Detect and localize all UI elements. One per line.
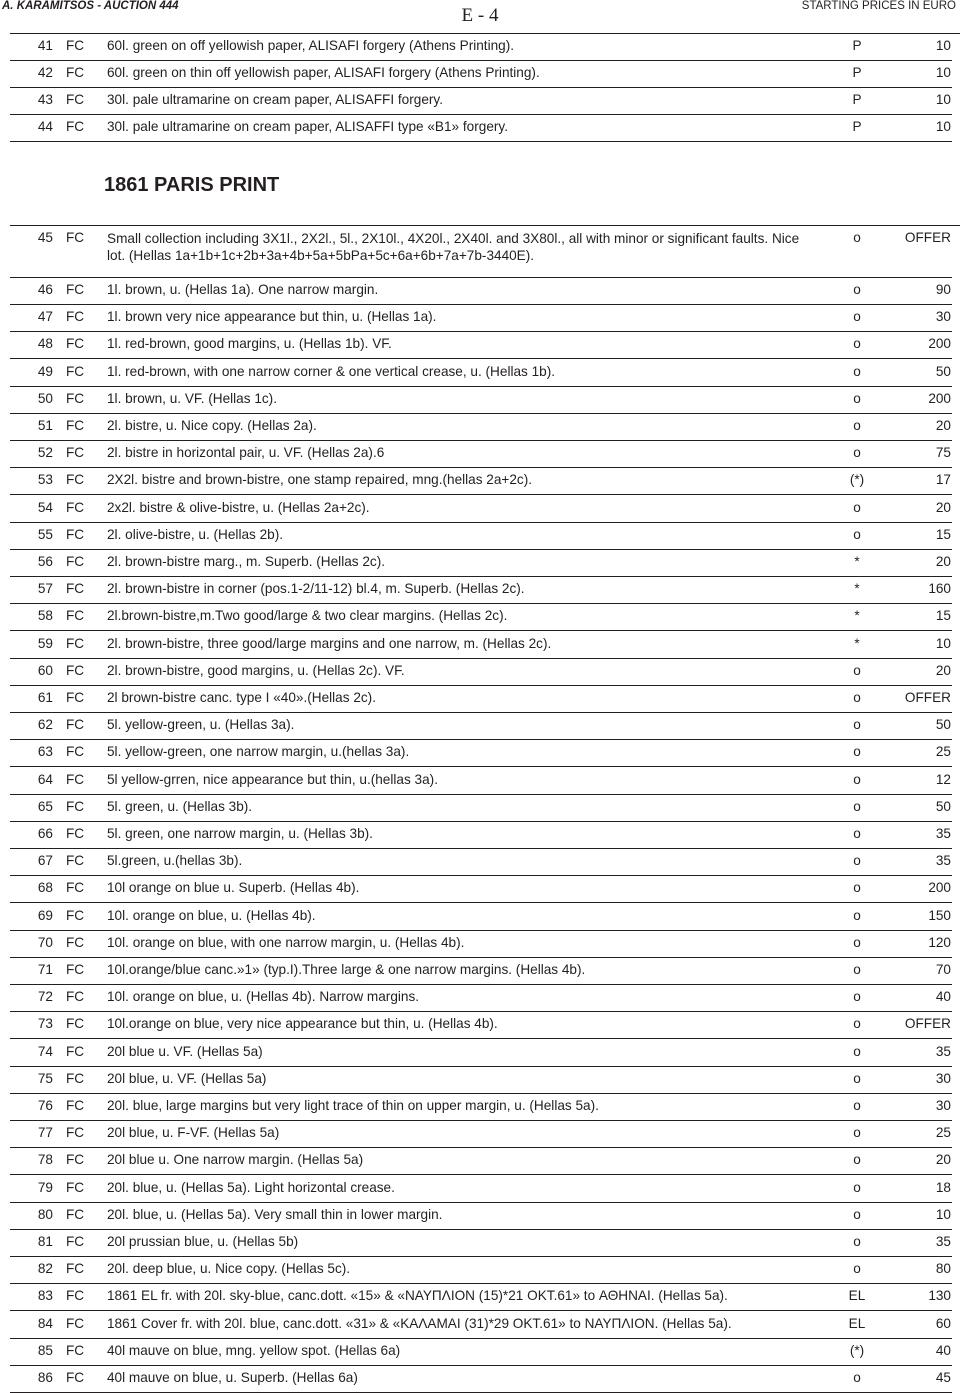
lot-description: 2l. bistre, u. Nice copy. (Hellas 2a). — [107, 418, 317, 433]
lot-description: 20l blue u. One narrow margin. (Hellas 5a) — [107, 1152, 364, 1168]
lot-condition: (*) — [849, 1342, 865, 1358]
lot-type: FC — [66, 635, 85, 651]
lot-row — [0, 496, 960, 523]
lot-type: FC — [66, 499, 85, 515]
lot-number: 77 — [37, 1125, 53, 1141]
lot-price: 75 — [935, 445, 951, 461]
lot-number: 50 — [37, 390, 53, 406]
lot-row — [0, 523, 960, 550]
lot-description: 20l prussian blue, u. (Hellas 5b) — [107, 1234, 299, 1249]
lot-type: FC — [66, 1288, 85, 1304]
lot-number: 78 — [37, 1152, 53, 1168]
lot-type: FC — [66, 1043, 85, 1059]
lot-number: 58 — [37, 608, 53, 624]
lot-price: 20 — [935, 418, 951, 433]
lot-number: 44 — [37, 119, 53, 134]
lot-number: 65 — [37, 798, 53, 814]
lot-condition: * — [854, 554, 860, 569]
lot-price: 200 — [928, 336, 951, 352]
lot-row — [0, 468, 960, 495]
lot-row — [0, 414, 960, 441]
lot-description: 10l orange on blue u. Superb. (Hellas 4b). — [107, 880, 360, 896]
lot-row — [0, 387, 960, 414]
lot-row — [0, 1121, 960, 1148]
lot-condition: o — [853, 336, 861, 352]
lot-number: 76 — [37, 1098, 53, 1113]
lot-condition: * — [854, 581, 860, 597]
lot-price: 20 — [935, 662, 951, 678]
lot-number: 81 — [37, 1234, 53, 1249]
lot-price: 90 — [935, 282, 951, 297]
lot-row — [0, 1366, 960, 1393]
lot-condition: o — [853, 363, 861, 379]
lot-price: 40 — [935, 989, 951, 1005]
lot-type: FC — [66, 907, 85, 923]
lot-condition: o — [853, 853, 861, 869]
lot-condition: o — [853, 390, 861, 406]
lot-price: 17 — [935, 472, 951, 488]
lot-row — [0, 1339, 960, 1366]
lot-number: 66 — [37, 826, 53, 841]
lot-price: 70 — [935, 962, 951, 977]
lot-price: 200 — [928, 880, 951, 896]
lot-price: 30 — [935, 1098, 951, 1113]
lot-row — [0, 822, 960, 849]
lot-number: 43 — [37, 92, 53, 107]
row-divider — [10, 141, 952, 142]
lot-number: 42 — [37, 65, 53, 80]
lot-row — [0, 713, 960, 740]
lot-type: FC — [66, 1370, 85, 1385]
lot-type: FC — [66, 608, 85, 624]
lot-description: 10l.orange on blue, very nice appearance but thin, u. (Hellas 4b). — [107, 1016, 498, 1032]
lot-row — [0, 1312, 960, 1339]
lot-number: 73 — [37, 1016, 53, 1032]
lot-type: FC — [66, 581, 85, 597]
lot-description: 20l blue, u. VF. (Hellas 5a) — [107, 1070, 267, 1086]
lot-condition: o — [853, 418, 861, 433]
lot-description: 30l. pale ultramarine on cream paper, ALISAFFI type «B1» forgery. — [107, 119, 508, 134]
lot-condition: o — [853, 690, 861, 705]
lot-type: FC — [66, 472, 85, 488]
lot-type: FC — [66, 1261, 85, 1277]
lot-description: 10l. orange on blue, u. (Hellas 4b). Narrow margins. — [107, 989, 420, 1005]
lot-description: 20l blue u. VF. (Hellas 5a) — [107, 1043, 263, 1059]
lot-type: FC — [66, 690, 85, 705]
lot-row — [0, 226, 960, 278]
lot-type: FC — [66, 826, 85, 841]
lot-condition: o — [853, 717, 861, 733]
lot-number: 82 — [37, 1261, 53, 1277]
lot-condition: o — [853, 309, 861, 325]
lot-price: 60 — [935, 1315, 951, 1331]
lot-description: 60l. green on thin off yellowish paper, ALISAFI forgery (Athens Printing). — [107, 65, 540, 80]
lot-condition: P — [852, 119, 862, 134]
lot-description: 2l.brown-bistre,m.Two good/large & two clear margins. (Hellas 2c). — [107, 608, 508, 624]
lot-number: 64 — [37, 771, 53, 787]
lot-description: 40l mauve on blue, u. Superb. (Hellas 6a) — [107, 1370, 358, 1385]
lot-row — [0, 34, 960, 61]
lot-condition: o — [853, 880, 861, 896]
lot-price: 20 — [935, 1152, 951, 1168]
lot-price: 10 — [935, 635, 951, 651]
lot-type: FC — [66, 1342, 85, 1358]
lot-description: 40l mauve on blue, mng. yellow spot. (Hellas 6a) — [107, 1342, 401, 1358]
section-title: 1861 PARIS PRINT — [104, 174, 280, 196]
lot-row — [0, 305, 960, 332]
lot-type: FC — [66, 65, 85, 80]
lot-type: FC — [66, 717, 85, 733]
lot-number: 63 — [37, 744, 53, 760]
lot-condition: o — [853, 989, 861, 1005]
lot-description: 5l yellow-grren, nice appearance but thin, u.(hellas 3a). — [107, 771, 438, 787]
lot-type: FC — [66, 119, 85, 134]
lot-description: 20l. deep blue, u. Nice copy. (Hellas 5c). — [107, 1261, 351, 1277]
lot-number: 67 — [37, 853, 53, 869]
lot-description: 30l. pale ultramarine on cream paper, ALISAFFI forgery. — [107, 92, 443, 107]
lot-description: 5l. green, u. (Hellas 3b). — [107, 798, 253, 814]
lot-description: 2l. brown-bistre, three good/large margins and one narrow, m. (Hellas 2c). — [107, 635, 552, 651]
lot-number: 59 — [37, 635, 53, 651]
lot-price: 130 — [928, 1288, 951, 1304]
lot-condition: o — [853, 826, 861, 841]
lot-type: FC — [66, 526, 85, 542]
lot-row — [0, 61, 960, 88]
catalogue-header-right: STARTING PRICES IN EURO — [801, 0, 956, 12]
lot-price: 40 — [935, 1342, 951, 1358]
lot-row — [0, 876, 960, 903]
lot-price: 35 — [935, 826, 951, 841]
lot-price: 10 — [935, 38, 951, 53]
lot-condition: o — [853, 499, 861, 515]
lot-type: FC — [66, 230, 85, 245]
lot-price: OFFER — [904, 230, 951, 245]
lot-row — [0, 632, 960, 659]
lot-number: 41 — [37, 38, 53, 53]
lot-type: FC — [66, 38, 85, 53]
lot-condition: o — [853, 1179, 861, 1195]
lot-condition: o — [853, 282, 861, 297]
lot-condition: o — [853, 934, 861, 950]
lot-description: 5l. green, one narrow margin, u. (Hellas 3b). — [107, 826, 373, 841]
lot-condition: o — [853, 1125, 861, 1141]
lot-condition: EL — [848, 1315, 866, 1331]
lot-number: 51 — [37, 418, 53, 433]
lot-row — [0, 604, 960, 631]
lot-number: 71 — [37, 962, 53, 977]
lot-row — [0, 686, 960, 713]
lot-number: 79 — [37, 1179, 53, 1195]
lot-description: 1l. red-brown, with one narrow corner & one vertical crease, u. (Hellas 1b). — [107, 363, 556, 379]
lot-row — [0, 904, 960, 931]
lot-condition: o — [853, 230, 861, 245]
lot-row — [0, 1040, 960, 1067]
lot-price: OFFER — [904, 690, 951, 705]
lot-price: 35 — [935, 1043, 951, 1059]
lot-description: 2l. brown-bistre, good margins, u. (Hellas 2c). VF. — [107, 662, 405, 678]
lot-number: 74 — [37, 1043, 53, 1059]
lot-type: FC — [66, 1234, 85, 1249]
lot-price: 30 — [935, 1070, 951, 1086]
lot-description: 1861 Cover fr. with 20l. blue, canc.dott. «31» & «ΚΑΛΑΜΑΙ (31)*29 ΟΚΤ.61» to ΝΑΥΠΛΙΟΝ. (Hellas 5a). — [107, 1315, 732, 1331]
lot-description: 20l. blue, u. (Hellas 5a). Light horizontal crease. — [107, 1179, 395, 1195]
lot-condition: o — [853, 1206, 861, 1222]
lot-price: 35 — [935, 1234, 951, 1249]
lot-row — [0, 332, 960, 359]
lot-number: 80 — [37, 1206, 53, 1222]
lot-type: FC — [66, 989, 85, 1005]
lot-condition: o — [853, 1098, 861, 1113]
lot-condition: o — [853, 445, 861, 461]
lot-type: FC — [66, 390, 85, 406]
lot-type: FC — [66, 92, 85, 107]
lot-row — [0, 659, 960, 686]
lot-condition: o — [853, 907, 861, 923]
lot-number: 86 — [37, 1370, 53, 1385]
lot-row — [0, 740, 960, 767]
lot-type: FC — [66, 1315, 85, 1331]
lot-type: FC — [66, 309, 85, 325]
lot-condition: P — [852, 65, 862, 80]
lot-price: 80 — [935, 1261, 951, 1277]
lot-condition: o — [853, 1152, 861, 1168]
lot-type: FC — [66, 798, 85, 814]
lot-type: FC — [66, 554, 85, 569]
lot-row — [0, 278, 960, 305]
lot-number: 68 — [37, 880, 53, 896]
lot-type: FC — [66, 934, 85, 950]
lot-price: 45 — [935, 1370, 951, 1385]
lot-type: FC — [66, 445, 85, 461]
lot-condition: o — [853, 1070, 861, 1086]
lot-price: 20 — [935, 554, 951, 569]
lot-description: 1l. brown very nice appearance but thin, u. (Hellas 1a). — [107, 309, 437, 325]
lot-number: 49 — [37, 363, 53, 379]
lot-type: FC — [66, 880, 85, 896]
lot-description: 2l. olive-bistre, u. (Hellas 2b). — [107, 526, 284, 542]
lot-number: 62 — [37, 717, 53, 733]
lot-type: FC — [66, 1152, 85, 1168]
lot-description: 1l. brown, u. VF. (Hellas 1c). — [107, 390, 277, 406]
lot-row — [0, 1257, 960, 1284]
lot-price: 10 — [935, 1206, 951, 1222]
lot-condition: o — [853, 1261, 861, 1277]
lot-description: 1l. brown, u. (Hellas 1a). One narrow margin. — [107, 282, 379, 297]
lot-condition: o — [853, 526, 861, 542]
lot-description: 2l. bistre in horizontal pair, u. VF. (Hellas 2a).6 — [107, 445, 385, 461]
lot-description: 5l. yellow-green, one narrow margin, u.(hellas 3a). — [107, 744, 410, 760]
lot-type: FC — [66, 1125, 85, 1141]
lot-row — [0, 1230, 960, 1257]
lot-condition: o — [853, 1370, 861, 1385]
lot-type: FC — [66, 1206, 85, 1222]
lot-description: 10l. orange on blue, u. (Hellas 4b). — [107, 907, 316, 923]
lot-condition: o — [853, 1043, 861, 1059]
lot-price: 10 — [935, 65, 951, 80]
lot-description: 10l. orange on blue, with one narrow margin, u. (Hellas 4b). — [107, 934, 465, 950]
lot-type: FC — [66, 1179, 85, 1195]
lot-price: 50 — [935, 798, 951, 814]
lot-type: FC — [66, 1016, 85, 1032]
lot-description: 5l. yellow-green, u. (Hellas 3a). — [107, 717, 295, 733]
lot-description: 2l brown-bistre canc. type I «40».(Hellas 2c). — [107, 690, 376, 705]
lot-price: 35 — [935, 853, 951, 869]
lot-number: 61 — [37, 690, 53, 705]
lot-type: FC — [66, 962, 85, 977]
lot-number: 75 — [37, 1070, 53, 1086]
lot-description: 1l. red-brown, good margins, u. (Hellas 1b). VF. — [107, 336, 392, 352]
lot-row — [0, 958, 960, 985]
lot-row — [0, 985, 960, 1012]
lot-price: 150 — [928, 907, 951, 923]
lot-type: FC — [66, 1070, 85, 1086]
lot-condition: o — [853, 662, 861, 678]
lot-row — [0, 1203, 960, 1230]
lot-price: 10 — [935, 92, 951, 107]
lot-description: 20l. blue, u. (Hellas 5a). Very small thin in lower margin. — [107, 1206, 443, 1222]
lot-price: 12 — [935, 771, 951, 787]
lot-row — [0, 115, 960, 142]
lot-row — [0, 577, 960, 604]
lot-number: 52 — [37, 445, 53, 461]
lot-row — [0, 88, 960, 115]
lot-price: 25 — [935, 1125, 951, 1141]
lot-price: 20 — [935, 499, 951, 515]
lot-description: 2l. brown-bistre in corner (pos.1-2/11-12) bl.4, m. Superb. (Hellas 2c). — [107, 581, 525, 597]
lot-row — [0, 550, 960, 577]
lot-type: FC — [66, 853, 85, 869]
lot-number: 47 — [37, 309, 53, 325]
lot-number: 46 — [37, 282, 53, 297]
lot-description: 60l. green on off yellowish paper, ALISAFI forgery (Athens Printing). — [107, 38, 515, 53]
lot-type: FC — [66, 771, 85, 787]
lot-row — [0, 360, 960, 387]
lot-condition: * — [854, 608, 860, 624]
lot-type: FC — [66, 418, 85, 433]
catalogue-header-left: A. KARAMITSOS - AUCTION 444 — [2, 0, 179, 12]
lot-type: FC — [66, 336, 85, 352]
lot-condition: o — [853, 1234, 861, 1249]
lot-price: 120 — [928, 934, 951, 950]
lot-number: 57 — [37, 581, 53, 597]
lot-number: 45 — [37, 230, 53, 245]
lot-condition: o — [853, 771, 861, 787]
lot-condition: o — [853, 962, 861, 977]
lot-condition: (*) — [849, 472, 865, 488]
lot-number: 54 — [37, 499, 53, 515]
lot-price: 15 — [935, 526, 951, 542]
lot-row — [0, 1176, 960, 1203]
lot-number: 83 — [37, 1288, 53, 1304]
lot-description: 2l. brown-bistre marg., m. Superb. (Hellas 2c). — [107, 554, 386, 569]
lot-condition: P — [852, 92, 862, 107]
lot-description: 20l blue, u. F-VF. (Hellas 5a) — [107, 1125, 280, 1141]
lot-number: 72 — [37, 989, 53, 1005]
lot-condition: o — [853, 798, 861, 814]
lot-row — [0, 1148, 960, 1175]
lot-number: 55 — [37, 526, 53, 542]
lot-price: OFFER — [904, 1016, 951, 1032]
lot-number: 85 — [37, 1342, 53, 1358]
lot-row — [0, 1094, 960, 1121]
lot-number: 48 — [37, 336, 53, 352]
lot-row — [0, 1284, 960, 1311]
lot-condition: * — [854, 635, 860, 651]
lot-type: FC — [66, 662, 85, 678]
lot-price: 50 — [935, 717, 951, 733]
lot-price: 30 — [935, 309, 951, 325]
lot-condition: P — [852, 38, 862, 53]
lot-row — [0, 931, 960, 958]
lot-number: 60 — [37, 662, 53, 678]
lot-type: FC — [66, 744, 85, 760]
lot-number: 70 — [37, 934, 53, 950]
lot-price: 200 — [928, 390, 951, 406]
lot-number: 69 — [37, 907, 53, 923]
lot-condition: o — [853, 744, 861, 760]
lot-description: 2X2l. bistre and brown-bistre, one stamp repaired, mng.(hellas 2a+2c). — [107, 472, 533, 488]
lot-price: 15 — [935, 608, 951, 624]
lot-price: 18 — [935, 1179, 951, 1195]
lot-number: 84 — [37, 1315, 53, 1331]
lot-description: 20l. blue, large margins but very light trace of thin on upper margin, u. (Hellas 5a). — [107, 1098, 599, 1113]
page-number: E - 4 — [461, 5, 499, 26]
lot-row — [0, 1012, 960, 1039]
lot-condition: EL — [848, 1288, 866, 1304]
lot-description: 10l.orange/blue canc.»1» (typ.I).Three large & one narrow margins. (Hellas 4b). — [107, 962, 586, 977]
lot-number: 56 — [37, 554, 53, 569]
lot-price: 10 — [935, 119, 951, 134]
lot-description: 5l.green, u.(hellas 3b). — [107, 853, 243, 869]
lot-row — [0, 795, 960, 822]
lot-condition: o — [853, 1016, 861, 1032]
lot-description: 2x2l. bistre & olive-bistre, u. (Hellas 2a+2c). — [107, 499, 370, 515]
lot-description: 1861 EL fr. with 20l. sky-blue, canc.dott. «15» & «ΝΑΥΠΛΙΟΝ (15)*21 ΟΚΤ.61» to ΑΘΗΝΑΙ. (Hellas 5a). — [107, 1288, 728, 1304]
lot-type: FC — [66, 1098, 85, 1113]
lot-price: 160 — [928, 581, 951, 597]
lot-price: 50 — [935, 363, 951, 379]
lot-row — [0, 1067, 960, 1094]
lot-type: FC — [66, 363, 85, 379]
lot-type: FC — [66, 282, 85, 297]
lot-description: Small collection including 3X1l., 2X2l., 5l., 2X10l., 4X20l., 2X40l. and 3X80l., all with minor or significant faults. Nice lot. (Hellas 1a+1b+1c+2b+3a+4b+5a+5bPa+5c+6a+6b+7a+7b-3440E). — [107, 231, 800, 263]
lot-number: 53 — [37, 472, 53, 488]
lot-price: 25 — [935, 744, 951, 760]
lot-row — [0, 849, 960, 876]
lot-row — [0, 768, 960, 795]
lot-row — [0, 441, 960, 468]
